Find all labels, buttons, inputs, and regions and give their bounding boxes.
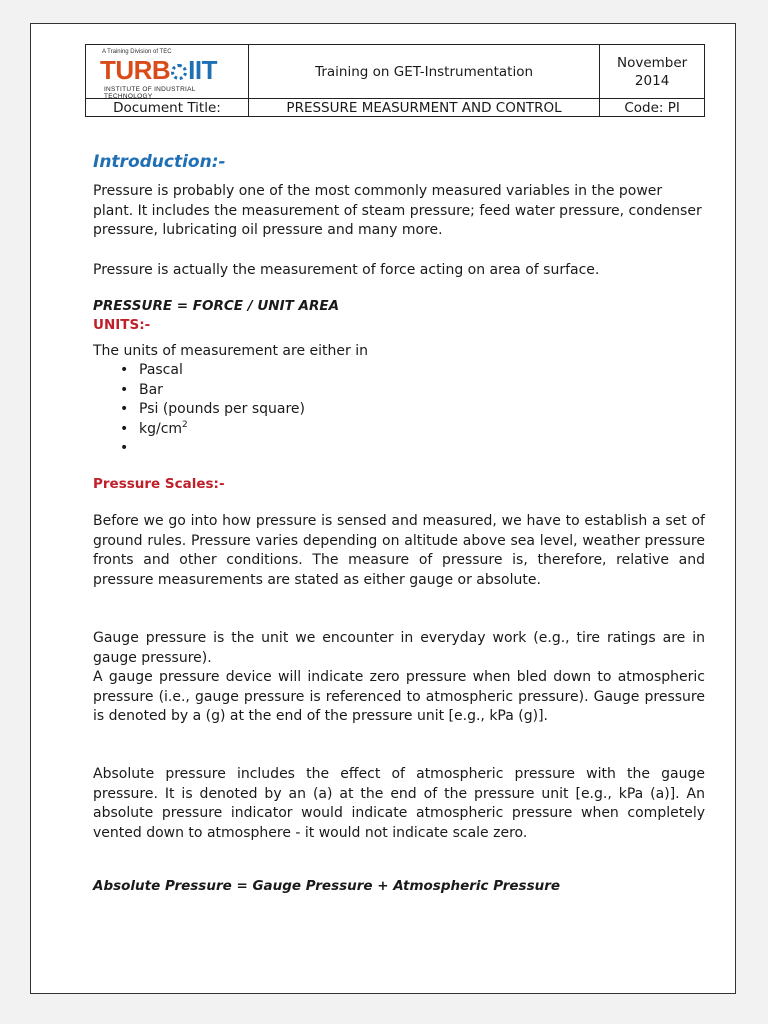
list-item: • Psi (pounds per square) xyxy=(93,400,305,420)
turbo-iit-logo xyxy=(92,47,242,100)
list-item: • Pascal xyxy=(93,361,305,381)
logo-wordmark: TURB IIT xyxy=(99,54,218,85)
document-page xyxy=(30,23,736,994)
list-item: • $kg/cm^2$ xyxy=(93,420,305,440)
absolute-pressure-formula: Absolute Pressure = Gauge Pressure + Atmospheric Pressure xyxy=(93,878,561,894)
units-heading: UNITS:- xyxy=(93,317,151,333)
scales-paragraph-3: Absolute pressure includes the effect of atmospheric pressure with the gauge pressure. It is denoted by an (a) at the end of the pressure unit [e.g., kPa (a)]. An absolute pressure indicator would indicate atmospheric pressure when completely vented down to atmosphere - it would not indicate scale zero. xyxy=(93,766,705,841)
units-lead: The units of measurement are either in xyxy=(93,343,368,359)
doc-code: Code: PI xyxy=(600,99,705,117)
document-date xyxy=(600,45,705,99)
list-item: • Bar xyxy=(93,381,305,401)
superscript: 2 xyxy=(182,419,188,430)
logo-subtitle: INSTITUTE OF INDUSTRIAL TECHNOLOGY xyxy=(103,85,196,100)
list-item xyxy=(93,439,305,459)
training-title: Training on GET-Instrumentation xyxy=(248,45,599,99)
logo-cell xyxy=(86,45,249,99)
pressure-formula: PRESSURE = FORCE / UNIT AREA xyxy=(93,298,340,314)
date-month: November xyxy=(616,54,688,71)
logo-tagline: A Training Division of TEC xyxy=(101,48,172,55)
units-list xyxy=(93,361,305,459)
date-year: 2014 xyxy=(634,72,670,89)
scales-paragraph-2a: Gauge pressure is the unit we encounter in everyday work (e.g., tire ratings are in gauge pressure). xyxy=(93,630,705,666)
introduction-heading: Introduction:- xyxy=(93,152,226,172)
scales-paragraph-2b: A gauge pressure device will indicate zero pressure when bled down to atmospheric pressure (i.e., gauge pressure is referenced to atmospheric pressure). Gauge pressure is denoted by a (g) at the end of the pressure unit [e.g., kPa (g)]. xyxy=(93,669,705,725)
gear-icon xyxy=(171,64,187,80)
doc-title-value: PRESSURE MEASURMENT AND CONTROL xyxy=(248,99,599,117)
scales-paragraph-1: Before we go into how pressure is sensed and measured, we have to establish a set of ground rules. Pressure varies depending on altitude above sea level, weather pressure fronts and other conditions. The measure of pressure is, therefore, relative and pressure measurements are stated as either gauge or absolute. xyxy=(93,513,705,588)
intro-paragraph-1: Pressure is probably one of the most commonly measured variables in the power plant. It includes the measurement of steam pressure; feed water pressure, condenser pressure, lubricating oil pressure and many more. xyxy=(93,183,702,239)
intro-paragraph-2: Pressure is actually the measurement of force acting on area of surface. xyxy=(93,262,600,278)
pressure-scales-heading: Pressure Scales:- xyxy=(93,476,225,492)
doc-title-label: Document Title: xyxy=(86,99,249,117)
document-header-table xyxy=(85,44,705,117)
